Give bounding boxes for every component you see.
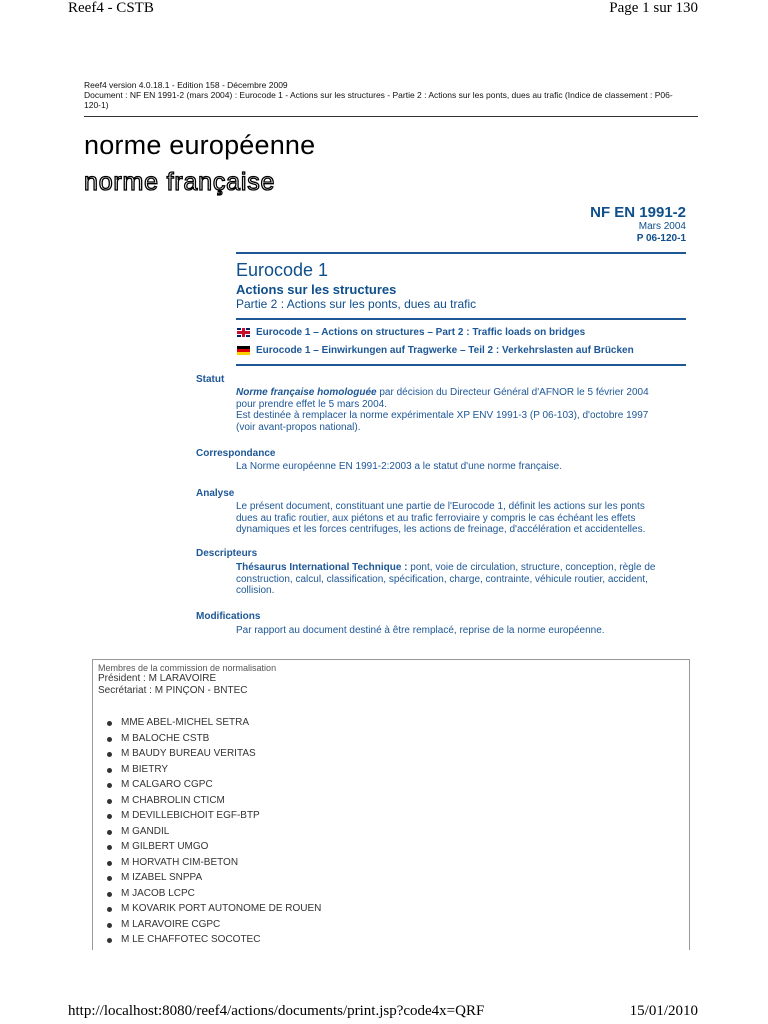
statut-emphasis: Norme française homologuée (236, 387, 377, 398)
analyse-text (236, 501, 686, 536)
list-item: M BAUDY BUREAU VERITAS (101, 746, 321, 762)
analyse-line2: dues au trafic routier, aux piétons et au trafic ferroviaire y compris le cas échéant les effets (236, 512, 636, 524)
statut-text (236, 387, 686, 433)
list-item: MME ABEL-MICHEL SETRA (101, 715, 321, 731)
translation-english (237, 327, 585, 338)
descripteurs-thesaurus: Thésaurus International Technique : (236, 562, 408, 573)
meta-version: Reef4 version 4.0.18.1 - Edition 158 - Décembre 2009 (84, 80, 288, 90)
list-item: M GANDIL (101, 824, 321, 840)
commission-president: Président : M LARAVOIRE (98, 673, 217, 684)
list-item: M BALOCHE CSTB (101, 731, 321, 747)
meta-divider (84, 116, 698, 117)
statut-line1: par décision du Directeur Général d'AFNOR le 5 février 2004 (376, 387, 649, 398)
reference-date: Mars 2004 (638, 221, 686, 232)
correspondance-text: La Norme européenne EN 1991-2:2003 a le statut d'une norme française. (236, 461, 563, 472)
commission-members-list (101, 715, 321, 948)
commission-header (98, 663, 276, 697)
list-item: M LARAVOIRE CGPC (101, 917, 321, 933)
statut-line2: pour prendre effet le 5 mars 2004. (236, 398, 388, 410)
list-item: M CHABROLIN CTICM (101, 793, 321, 809)
list-item: M HORVATH CIM-BETON (101, 855, 321, 871)
print-footer-date: 15/01/2010 (629, 1003, 698, 1019)
reference-divider (236, 252, 686, 254)
meta-document-cont: 120-1) (84, 100, 109, 110)
reference-block (590, 204, 686, 245)
commission-box (92, 659, 690, 950)
doc-subtitle: Actions sur les structures (236, 282, 397, 297)
reference-code: NF EN 1991-2 (590, 204, 686, 221)
modifications-label: Modifications (196, 611, 261, 622)
list-item: M JACOB LCPC (101, 886, 321, 902)
list-item: M BIETRY (101, 762, 321, 778)
descripteurs-label: Descripteurs (196, 548, 258, 559)
translation-english-text: Eurocode 1 – Actions on structures – Part 2 : Traffic loads on bridges (256, 327, 586, 338)
statut-line4: (voir avant-propos national). (236, 421, 361, 433)
print-header-page: Page 1 sur 130 (609, 0, 698, 16)
reference-index: P 06-120-1 (636, 233, 686, 244)
translation-german-text: Eurocode 1 – Einwirkungen auf Tragwerke – Teil 2 : Verkehrslasten auf Brücken (256, 345, 634, 356)
norme-europeenne-title: norme européenne (84, 130, 316, 160)
germany-flag-icon (237, 346, 250, 355)
descripteurs-text (236, 562, 686, 597)
uk-flag-icon (237, 328, 250, 337)
print-header-title: Reef4 - CSTB (68, 0, 154, 16)
doc-title: Eurocode 1 (236, 260, 329, 280)
modifications-text: Par rapport au document destiné à être remplacé, reprise de la norme européenne. (236, 625, 605, 636)
list-item: M GILBERT UMGO (101, 839, 321, 855)
commission-secretariat: Secrétariat : M PINÇON - BNTEC (98, 685, 248, 696)
commission-title: Membres de la commission de normalisation (98, 663, 277, 673)
translations-divider (236, 364, 686, 366)
statut-label: Statut (196, 374, 225, 385)
translation-german (237, 345, 634, 356)
descripteurs-line1: pont, voie de circulation, structure, conception, règle de (407, 562, 656, 573)
analyse-line3: dynamiques et les forces centrifuges, les actions de freinage, d'accélération et accidentelles. (236, 524, 646, 535)
analyse-line1: Le présent document, constituant une partie de l'Eurocode 1, définit les actions sur les ponts (236, 501, 645, 512)
norme-francaise-title: norme française (84, 168, 276, 196)
print-footer-url: http://localhost:8080/reef4/actions/documents/print.jsp?code4x=QRF (68, 1003, 485, 1019)
list-item: M IZABEL SNPPA (101, 870, 321, 886)
doc-part: Partie 2 : Actions sur les ponts, dues au trafic (236, 297, 477, 311)
meta-document: Document : NF EN 1991-2 (mars 2004) : Eurocode 1 - Actions sur les structures - Partie 2 : Actions sur les ponts, dues au trafic (Indice de classement : P06- (84, 90, 673, 100)
statut-line3: Est destinée à remplacer la norme expérimentale XP ENV 1991-3 (P 06-103), d'octobre 1997 (236, 410, 649, 421)
descripteurs-line3: collision. (236, 585, 275, 596)
list-item: M KOVARIK PORT AUTONOME DE ROUEN (101, 901, 321, 917)
descripteurs-line2: construction, calcul, classification, spécification, charge, contrainte, véhicule routier, accident, (236, 573, 648, 585)
list-item: M CALGARO CGPC (101, 777, 321, 793)
correspondance-label: Correspondance (196, 448, 276, 459)
list-item: M DEVILLEBICHOIT EGF-BTP (101, 808, 321, 824)
document-meta (84, 80, 690, 110)
list-item: M LE CHAFFOTEC SOCOTEC (101, 932, 321, 948)
title-divider (236, 318, 686, 320)
analyse-label: Analyse (196, 488, 235, 499)
